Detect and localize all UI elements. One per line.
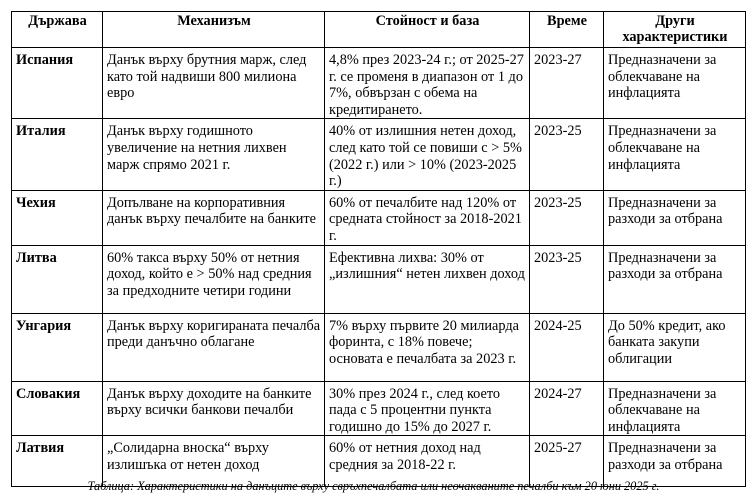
cell-mechanism: Данък върху коригираната печалба преди данъчно облагане (103, 313, 325, 381)
header-other-text: Други характеристики (622, 13, 728, 45)
table-row (12, 119, 746, 190)
cell-time: 2024-27 (530, 381, 604, 436)
cell-time: 2023-27 (530, 48, 604, 119)
cell-other: Предназначени за разходи за отбрана (604, 190, 746, 245)
header-value-base: Стойност и база (325, 12, 530, 48)
cell-country: Латвия (12, 436, 103, 487)
cell-mechanism: 60% такса върху 50% от нетния доход, който е > 50% над средния за предходните четири години (103, 245, 325, 313)
table-row (12, 48, 746, 119)
cell-mechanism: Данък върху годишното увеличение на нетния лихвен марж спрямо 2021 г. (103, 119, 325, 190)
cell-time: 2023-25 (530, 245, 604, 313)
cell-country: Словакия (12, 381, 103, 436)
cell-other: Предназначени за разходи за отбрана (604, 245, 746, 313)
cell-mechanism: Данък върху доходите на банките върху всички банкови печалби (103, 381, 325, 436)
cell-value-base: 40% от излишния нетен доход, след като той се повиши с > 5% (2022 г.) или > 10% (2023-2025 г.) (325, 119, 530, 190)
table-row (12, 245, 746, 313)
header-time: Време (530, 12, 604, 48)
cell-other: Предназначени за облекчаване на инфлацията (604, 119, 746, 190)
cell-other: Предназначени за разходи за отбрана (604, 436, 746, 487)
header-other (604, 12, 746, 48)
cell-other: До 50% кредит, ако банката закупи облигации (604, 313, 746, 381)
cell-time: 2023-25 (530, 119, 604, 190)
table-row (12, 190, 746, 245)
cell-time: 2025-27 (530, 436, 604, 487)
cell-country: Чехия (12, 190, 103, 245)
table-row (12, 313, 746, 381)
header-country: Държава (12, 12, 103, 48)
cell-mechanism: „Солидарна вноска“ върху излишъка от нетен доход (103, 436, 325, 487)
cell-mechanism: Допълване на корпоративния данък върху печалбите на банките (103, 190, 325, 245)
cell-country: Литва (12, 245, 103, 313)
cell-mechanism: Данък върху брутния марж, след като той надвиши 800 милиона евро (103, 48, 325, 119)
cell-country: Италия (12, 119, 103, 190)
table-row (12, 381, 746, 436)
cell-value-base: 7% върху първите 20 милиарда форинта, с 18% повече; основата е печалбата за 2023 г. (325, 313, 530, 381)
cell-value-base: 60% от нетния доход над средния за 2018-22 г. (325, 436, 530, 487)
cell-time: 2023-25 (530, 190, 604, 245)
windfall-tax-table (11, 11, 746, 487)
cell-other: Предназначени за облекчаване на инфлацията (604, 381, 746, 436)
cell-value-base: 60% от печалбите над 120% от средната стойност за 2018-2021 г. (325, 190, 530, 245)
cell-value-base: 4,8% през 2023-24 г.; от 2025-27 г. се променя в диапазон от 1 до 7%, обвързан с обема на кредитирането. (325, 48, 530, 119)
cell-value-base: 30% през 2024 г., след което пада с 5 процентни пункта годишно до 15% до 2027 г. (325, 381, 530, 436)
cell-time: 2024-25 (530, 313, 604, 381)
cell-country: Унгария (12, 313, 103, 381)
header-mechanism: Механизъм (103, 12, 325, 48)
cell-country: Испания (12, 48, 103, 119)
table-header-row (12, 12, 746, 48)
table-caption: Таблица: Характеристики на данъците върху свръхпечалбата или неочакваните печалби към 20 юни 2025 г. (87, 479, 660, 493)
cell-other: Предназначени за облекчаване на инфлацията (604, 48, 746, 119)
cell-value-base: Ефективна лихва: 30% от „излишния“ нетен лихвен доход (325, 245, 530, 313)
